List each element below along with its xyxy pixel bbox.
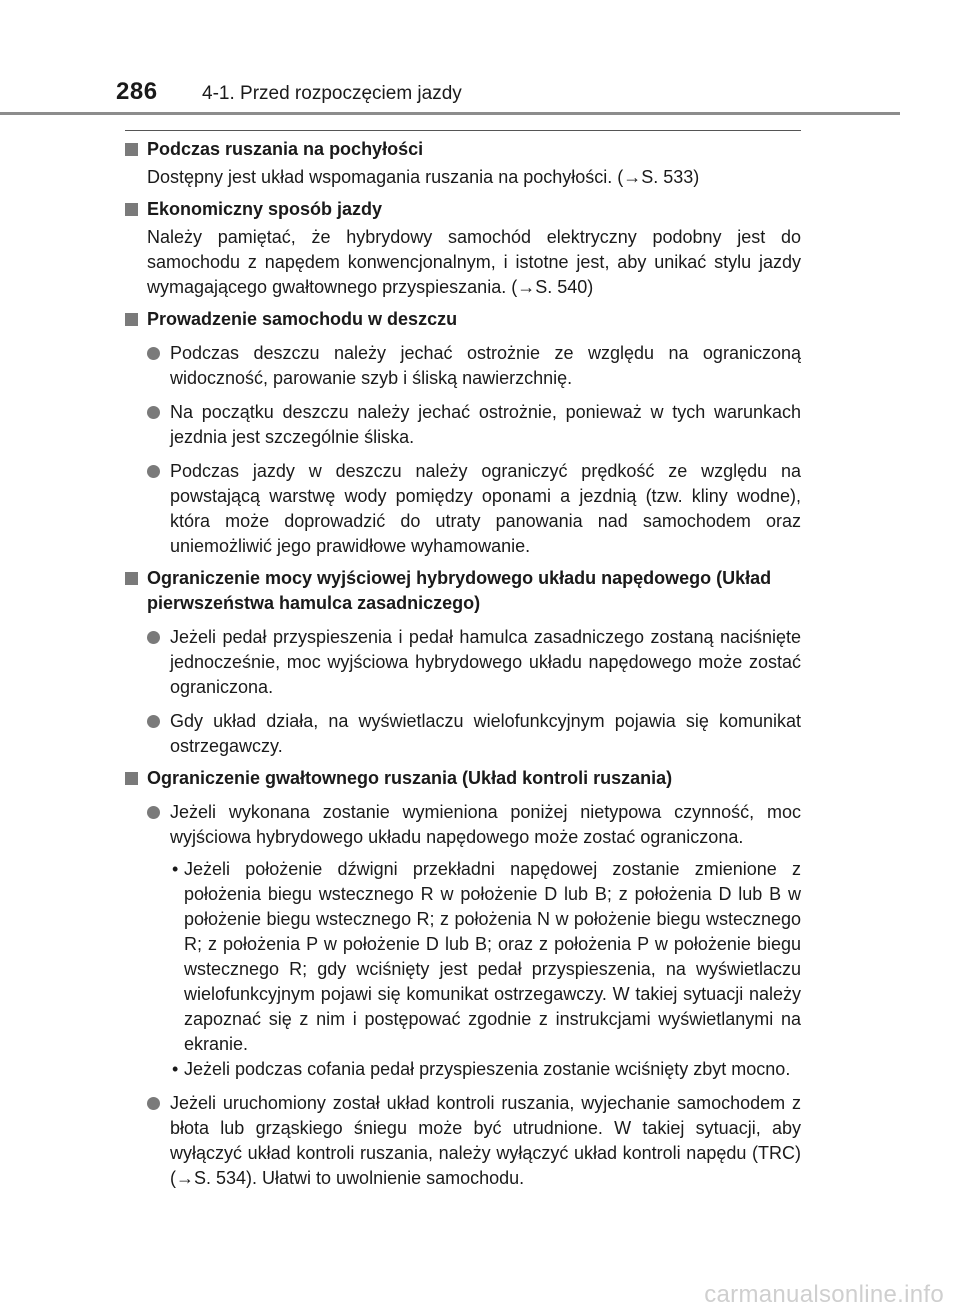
bullet-item: Gdy układ działa, na wyświetlaczu wielofunkcyjnym pojawia się komunikat ostrzegawczy. <box>147 709 801 759</box>
page-number: 286 <box>116 78 158 105</box>
bullet-item: Jeżeli pedał przyspieszenia i pedał hamulca zasadniczego zostaną naciśnięte jednocześnie, moc wyjściowa hybrydowego układu napędowego może zostać ograniczona. <box>147 625 801 700</box>
square-bullet-icon <box>125 772 138 785</box>
watermark: carmanualsonline.info <box>704 1281 944 1308</box>
bullet-item: Podczas jazdy w deszczu należy ograniczyć prędkość ze względu na powstającą warstwę wody pomiędzy oponami a jezdnią (tzw. kliny wodne), która może doprowadzić do utraty panowania nad samochodem oraz uniemożliwić jego prawidłowe wyhamowanie. <box>147 459 801 559</box>
section-title: Ograniczenie gwałtownego ruszania (Układ kontroli ruszania) <box>125 766 801 791</box>
section-body: Dostępny jest układ wspomagania ruszania na pochyłości. (→S. 533) <box>147 167 700 187</box>
bullet-item: Na początku deszczu należy jechać ostrożnie, ponieważ w tych warunkach jezdnia jest szczególnie śliska. <box>147 400 801 450</box>
bullet-item: Podczas deszczu należy jechać ostrożnie ze względu na ograniczoną widoczność, parowanie szyb i śliską nawierzchnię. <box>147 341 801 391</box>
bullet-item: Jeżeli wykonana zostanie wymieniona poniżej nietypowa czynność, moc wyjściowa hybrydowego układu napędowego może zostać ograniczona. <box>147 800 801 850</box>
section-title: Ograniczenie mocy wyjściowej hybrydowego układu napędowego (Układ pierwszeństwa hamulca zasadniczego) <box>125 566 801 616</box>
section-title: Podczas ruszania na pochyłości <box>125 137 801 162</box>
content <box>125 137 801 1191</box>
square-bullet-icon <box>125 572 138 585</box>
section-title: Ekonomiczny sposób jazdy <box>125 197 801 222</box>
circle-bullet-icon <box>147 406 160 419</box>
bullet-item: Jeżeli uruchomiony został układ kontroli ruszania, wyjechanie samochodem z błota lub grząskiego śniegu może być utrudnione. W takiej sytuacji, aby wyłączyć układ kontroli ruszania, należy wyłączyć układ kontroli napędu (TRC) (→S. 534). Ułatwi to uwolnienie samochodu. <box>147 1091 801 1191</box>
section-title: Prowadzenie samochodu w deszczu <box>125 307 801 332</box>
square-bullet-icon <box>125 143 138 156</box>
small-dot-icon: • <box>172 859 179 879</box>
section-body: Należy pamiętać, że hybrydowy samochód elektryczny podobny jest do samochodu z napędem konwencjonalnym, i istotne jest, aby unikać stylu jazdy wymagającego gwałtownego przyspieszania. (→S. 540) <box>147 227 801 297</box>
small-dot-icon: • <box>172 1059 179 1079</box>
content-rule <box>125 130 801 131</box>
circle-bullet-icon <box>147 465 160 478</box>
header-rule <box>0 112 900 115</box>
chapter-title: 4-1. Przed rozpoczęciem jazdy <box>202 83 462 104</box>
page-header <box>116 78 462 106</box>
circle-bullet-icon <box>147 347 160 360</box>
circle-bullet-icon <box>147 631 160 644</box>
circle-bullet-icon <box>147 715 160 728</box>
circle-bullet-icon <box>147 806 160 819</box>
sub-bullet-item: • Jeżeli podczas cofania pedał przyspieszenia zostanie wciśnięty zbyt mocno. <box>172 1057 801 1082</box>
square-bullet-icon <box>125 313 138 326</box>
sub-bullet-item: • Jeżeli położenie dźwigni przekładni napędowej zostanie zmienione z położenia biegu wstecznego R w położenie D lub B; z położenia D lub B w położenie biegu wstecznego R; z położenia N w położenie biegu wstecznego R; z położenia P w położenie D lub B; oraz z położenia P w położenie biegu wstecznego R; gdy wciśnięty jest pedał przyspieszenia, na wyświetlaczu wielofunkcyjnym pojawi się komunikat ostrzegawczy. W takiej sytuacji należy zapoznać się z nim i postępować zgodnie z instrukcjami wyświetlanymi na ekranie. <box>172 857 801 1057</box>
circle-bullet-icon <box>147 1097 160 1110</box>
square-bullet-icon <box>125 203 138 216</box>
